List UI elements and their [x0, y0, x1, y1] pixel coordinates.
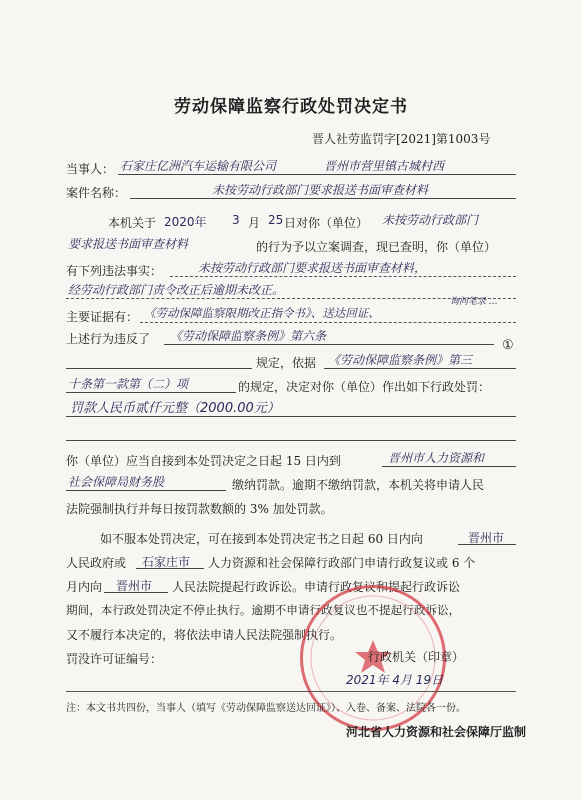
payment-line1: 你（单位）应当自接到本处罚决定之日起 15 日内到 — [66, 454, 341, 468]
evidence-text: 《劳动保障监察限期改正指令书》、送达回证、 — [144, 306, 380, 320]
facts-underline1 — [170, 276, 516, 277]
violation-law: 《劳动保障监察条例》第六条 — [170, 329, 327, 343]
appeal-line2b: 人力资源和社会保障行政部门申请行政复议或 6 个 — [208, 556, 476, 570]
violation-law2-cont-underline — [66, 392, 236, 393]
facts-underline2 — [66, 298, 516, 299]
investigation-prefix: 本机关于 — [108, 216, 157, 230]
document-title: 劳动保障监察行政处罚决定书 — [174, 97, 408, 117]
case-year: 2020年 — [164, 215, 207, 229]
violation-law2-underline — [324, 368, 516, 369]
rule-blank-underline — [66, 368, 252, 369]
appeal-dept-city: 石家庄市 — [142, 555, 191, 569]
facts-label: 有下列违法事实： — [66, 264, 163, 278]
facts-line2: 经劳动行政部门责令改正后逾期未改正。 — [68, 283, 285, 297]
payment-after-place: 缴纳罚款。逾期不缴纳罚款，本机关将申请人民 — [232, 478, 485, 492]
appeal-court-city-underline — [104, 592, 168, 593]
appeal-line5: 又不履行本决定的，将依法申请人民法院强制执行。 — [66, 628, 343, 642]
appeal-gov-city: 晋州市 — [468, 531, 505, 545]
facts-line1: 未按劳动行政部门要求报送书面审查材料， — [198, 261, 427, 275]
case-underline — [130, 198, 516, 199]
party-label: 当事人： — [66, 162, 115, 176]
penalty-underline1 — [66, 416, 516, 417]
issue-date: 2021年 4月 19日 — [346, 673, 444, 687]
violation-underline — [164, 344, 494, 345]
party-name: 石家庄亿洲汽车运输有限公司 — [120, 159, 277, 173]
evidence-underline — [140, 322, 516, 323]
evidence-margin-note: 询问笔录 … — [450, 297, 498, 307]
appeal-gov-city-underline — [458, 544, 516, 545]
issuing-authority-label: 行政机关（印章） — [368, 650, 465, 664]
party-underline — [118, 174, 516, 175]
payment-place-b: 社会保障局财务股 — [68, 475, 165, 489]
month-unit: 月 — [248, 216, 261, 230]
violation-prefix: 上述行为违反了 — [66, 332, 151, 346]
investigation-mid: 日对你（单位） — [284, 216, 369, 230]
appeal-line1: 如不服本处罚决定，可在接到本处罚决定书之日起 60 日内向 — [100, 532, 423, 546]
correction-marker: ① — [502, 338, 514, 353]
appeal-line3b: 人民法院提起行政诉讼。申请行政复议和提起行政诉讼 — [172, 580, 461, 594]
investigation-suffix: 的行为予以立案调查，现已查明，你（单位） — [256, 240, 497, 254]
payment-line3: 法院强制执行并每日按罚款数额的 3% 加处罚款。 — [66, 502, 333, 516]
footer-issuer: 河北省人力资源和社会保障厅监制 — [346, 725, 527, 739]
payment-place-a: 晋州市人力资源和 — [388, 451, 485, 465]
case-label: 案件名称： — [66, 186, 127, 200]
violation-law2-cont: 十条第一款第（二）项 — [68, 377, 189, 391]
document-note: 注：本文书共四份，当事人（填写《劳动保障监察送达回证》）、入卷、备案、法院各一份。 — [66, 703, 466, 714]
act-part2: 要求报送书面审查材料 — [68, 237, 189, 251]
penalty-underline2 — [66, 440, 516, 441]
penalty-text: 罚款人民币贰仟元整（2000.00元） — [70, 401, 280, 416]
violation-suffix1: 规定，依据 — [256, 356, 317, 370]
footer-divider — [66, 691, 516, 692]
payment-place-a-underline — [382, 466, 516, 467]
appeal-dept-city-underline — [136, 568, 204, 569]
act-part1: 未按劳动行政部门 — [382, 213, 479, 227]
payment-place-b-underline — [66, 490, 226, 491]
case-day: 25 — [268, 213, 284, 227]
appeal-line2a: 人民政府或 — [66, 556, 127, 570]
permit-label: 罚没许可证编号： — [66, 652, 163, 666]
document-number: 晋人社劳监罚字[2021]第1003号 — [312, 132, 491, 146]
case-month: 3 — [232, 213, 240, 227]
case-name: 未按劳动行政部门要求报送书面审查材料 — [212, 183, 429, 197]
evidence-label: 主要证据有： — [66, 310, 139, 324]
violation-suffix2: 的规定，决定对你（单位）作出如下行政处罚： — [238, 380, 491, 394]
violation-law2: 《劳动保障监察条例》第三 — [328, 353, 473, 367]
appeal-line3a: 月内向 — [66, 580, 103, 594]
appeal-court-city: 晋州市 — [116, 579, 153, 593]
appeal-line4: 期间，本行政处罚决定不停止执行。逾期不申请行政复议也不提起行政诉讼， — [66, 603, 461, 617]
party-address: 晋州市营里镇古城村西 — [324, 159, 445, 173]
